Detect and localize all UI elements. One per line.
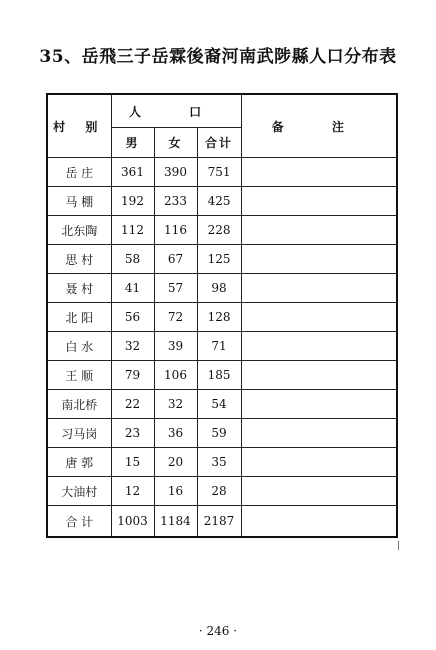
total-male-cell: 1003 — [111, 506, 154, 538]
remarks-cell — [241, 216, 397, 245]
page-number: · 246 · — [198, 624, 238, 638]
female-cell: 390 — [154, 158, 197, 187]
remarks-cell — [241, 419, 397, 448]
page-title: 35、岳飛三子岳霖後裔河南武陟縣人口分布表 — [39, 47, 397, 67]
margin-mark — [398, 541, 399, 550]
remarks-cell — [241, 274, 397, 303]
village-cell: 北东陶 — [47, 216, 111, 245]
remarks-cell — [241, 361, 397, 390]
total-header: 合计 — [197, 128, 241, 158]
male-cell: 361 — [111, 158, 154, 187]
male-cell: 79 — [111, 361, 154, 390]
grand-total-cell: 2187 — [197, 506, 241, 538]
table-row — [47, 187, 397, 216]
remarks-cell — [241, 158, 397, 187]
female-cell: 20 — [154, 448, 197, 477]
village-cell: 南北桥 — [47, 390, 111, 419]
village-cell: 北 阳 — [47, 303, 111, 332]
male-cell: 58 — [111, 245, 154, 274]
total-cell: 128 — [197, 303, 241, 332]
remarks-cell — [241, 245, 397, 274]
table-row — [47, 477, 397, 506]
male-cell: 112 — [111, 216, 154, 245]
remarks-header: 备 注 — [241, 94, 397, 158]
village-header: 村 别 — [47, 94, 111, 158]
table-row — [47, 158, 397, 187]
village-cell: 大油村 — [47, 477, 111, 506]
village-cell: 唐 郭 — [47, 448, 111, 477]
remarks-cell — [241, 477, 397, 506]
total-cell: 98 — [197, 274, 241, 303]
total-remarks-cell — [241, 506, 397, 538]
female-cell: 16 — [154, 477, 197, 506]
table-row — [47, 216, 397, 245]
table-row — [47, 332, 397, 361]
table-row — [47, 361, 397, 390]
total-cell: 751 — [197, 158, 241, 187]
female-cell: 67 — [154, 245, 197, 274]
female-cell: 57 — [154, 274, 197, 303]
total-cell: 185 — [197, 361, 241, 390]
village-cell: 习马岗 — [47, 419, 111, 448]
village-cell: 思 村 — [47, 245, 111, 274]
remarks-cell — [241, 390, 397, 419]
remarks-cell — [241, 303, 397, 332]
total-row — [47, 506, 397, 538]
male-header: 男 — [111, 128, 154, 158]
remarks-cell — [241, 332, 397, 361]
total-cell: 28 — [197, 477, 241, 506]
total-cell: 35 — [197, 448, 241, 477]
total-cell: 425 — [197, 187, 241, 216]
female-cell: 39 — [154, 332, 197, 361]
male-cell: 23 — [111, 419, 154, 448]
village-cell: 聂 村 — [47, 274, 111, 303]
population-header: 人 口 — [111, 94, 241, 128]
male-cell: 41 — [111, 274, 154, 303]
female-cell: 32 — [154, 390, 197, 419]
table-row — [47, 390, 397, 419]
table-row — [47, 274, 397, 303]
female-header: 女 — [154, 128, 197, 158]
male-cell: 12 — [111, 477, 154, 506]
total-cell: 59 — [197, 419, 241, 448]
total-label-cell: 合 计 — [47, 506, 111, 538]
total-female-cell: 1184 — [154, 506, 197, 538]
village-cell: 岳 庄 — [47, 158, 111, 187]
table-row — [47, 303, 397, 332]
total-cell: 54 — [197, 390, 241, 419]
village-cell: 王 顺 — [47, 361, 111, 390]
male-cell: 192 — [111, 187, 154, 216]
table-row — [47, 448, 397, 477]
male-cell: 22 — [111, 390, 154, 419]
female-cell: 116 — [154, 216, 197, 245]
village-cell: 白 水 — [47, 332, 111, 361]
female-cell: 106 — [154, 361, 197, 390]
female-cell: 72 — [154, 303, 197, 332]
male-cell: 15 — [111, 448, 154, 477]
female-cell: 233 — [154, 187, 197, 216]
table-row — [47, 245, 397, 274]
table-row — [47, 419, 397, 448]
population-table — [46, 93, 398, 538]
female-cell: 36 — [154, 419, 197, 448]
remarks-cell — [241, 448, 397, 477]
remarks-cell — [241, 187, 397, 216]
male-cell: 56 — [111, 303, 154, 332]
total-cell: 228 — [197, 216, 241, 245]
male-cell: 32 — [111, 332, 154, 361]
total-cell: 125 — [197, 245, 241, 274]
total-cell: 71 — [197, 332, 241, 361]
village-cell: 马 棚 — [47, 187, 111, 216]
